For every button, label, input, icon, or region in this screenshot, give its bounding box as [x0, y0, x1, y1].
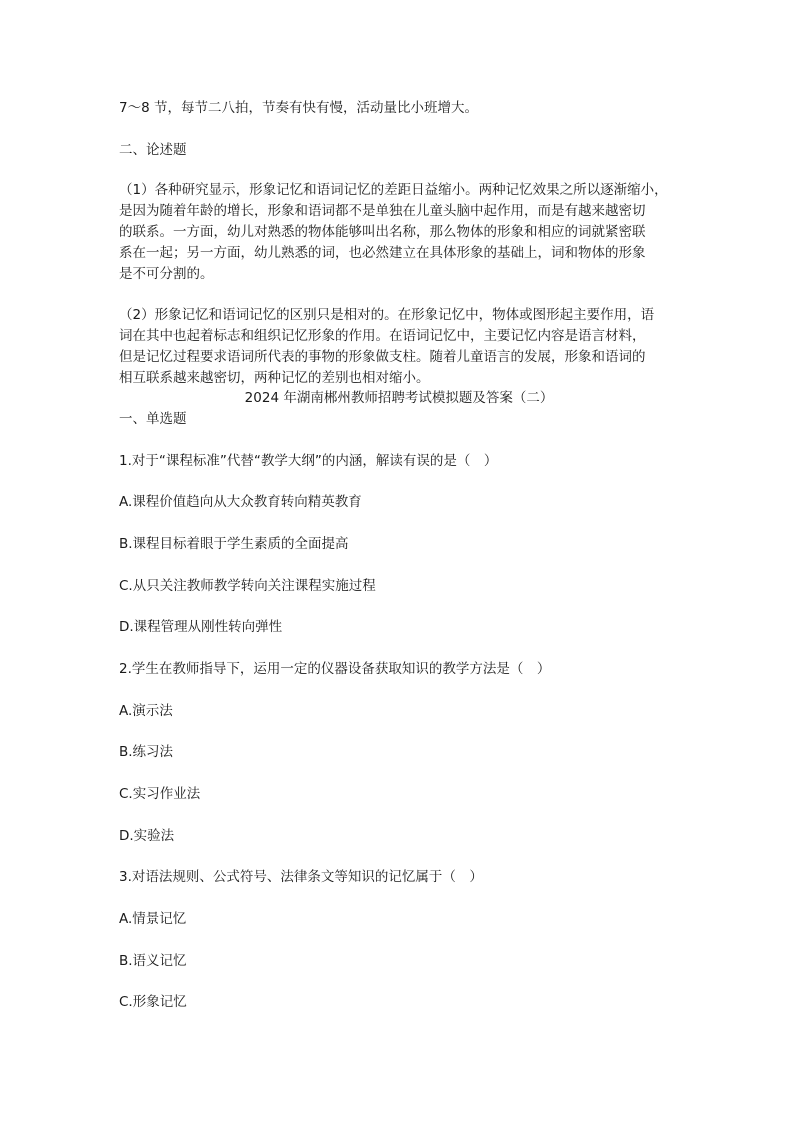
prev-answer-tail: 7～8 节，每节二八拍，节奏有快有慢，活动量比小班增大。	[119, 100, 478, 116]
option-c: C.形象记忆	[119, 994, 187, 1010]
option-c: C.实习作业法	[119, 786, 201, 802]
question-stem: 2.学生在教师指导下，运用一定的仪器设备获取知识的教学方法是（ ）	[119, 661, 551, 677]
paragraph-line: 相互联系越来越密切，两种记忆的差别也相对缩小。	[119, 370, 430, 386]
paragraph-line: 词在其中也起着标志和组织记忆形象的作用。在语词记忆中，主要记忆内容是语言材料，	[119, 328, 646, 344]
option-b: B.练习法	[119, 744, 174, 760]
option-a: A.课程价值趋向从大众教育转向精英教育	[119, 494, 362, 510]
question-stem: 3.对语法规则、公式符号、法律条文等知识的记忆属于（ ）	[119, 869, 483, 885]
option-a: A.情景记忆	[119, 911, 187, 927]
paragraph-line: 是不可分割的。	[119, 266, 214, 282]
option-c: C.从只关注教师教学转向关注课程实施过程	[119, 578, 376, 594]
paragraph-line: 是因为随着年龄的增长，形象和语词都不是单独在儿童头脑中起作用，而是有越来越密切	[119, 203, 646, 219]
paragraph-line: （2）形象记忆和语词记忆的区别只是相对的。在形象记忆中，物体或图形起主要作用，语	[119, 307, 655, 323]
single-choice-section-heading: 一、单选题	[119, 411, 187, 427]
option-d: D.实验法	[119, 828, 175, 844]
exam-title: 2024 年湖南郴州教师招聘考试模拟题及答案（二）	[244, 390, 554, 406]
option-b: B.语义记忆	[119, 953, 187, 969]
question-stem: 1.对于“课程标准”代替“教学大纲”的内涵，解读有误的是（ ）	[119, 453, 498, 469]
option-a: A.演示法	[119, 703, 173, 719]
paragraph-line: 但是记忆过程要求语词所代表的事物的形象做支柱。随着儿童语言的发展，形象和语词的	[119, 349, 646, 365]
paragraph-line: （1）各种研究显示，形象记忆和语词记忆的差距日益缩小。两种记忆效果之所以逐渐缩小，	[119, 182, 668, 198]
paragraph-line: 系在一起；另一方面，幼儿熟悉的词，也必然建立在具体形象的基础上，词和物体的形象	[119, 245, 646, 261]
paragraph-line: 的联系。一方面，幼儿对熟悉的物体能够叫出名称，那么物体的形象和相应的词就紧密联	[119, 224, 646, 240]
essay-section-heading: 二、论述题	[119, 142, 187, 158]
option-b: B.课程目标着眼于学生素质的全面提高	[119, 536, 349, 552]
option-d: D.课程管理从刚性转向弹性	[119, 619, 283, 635]
